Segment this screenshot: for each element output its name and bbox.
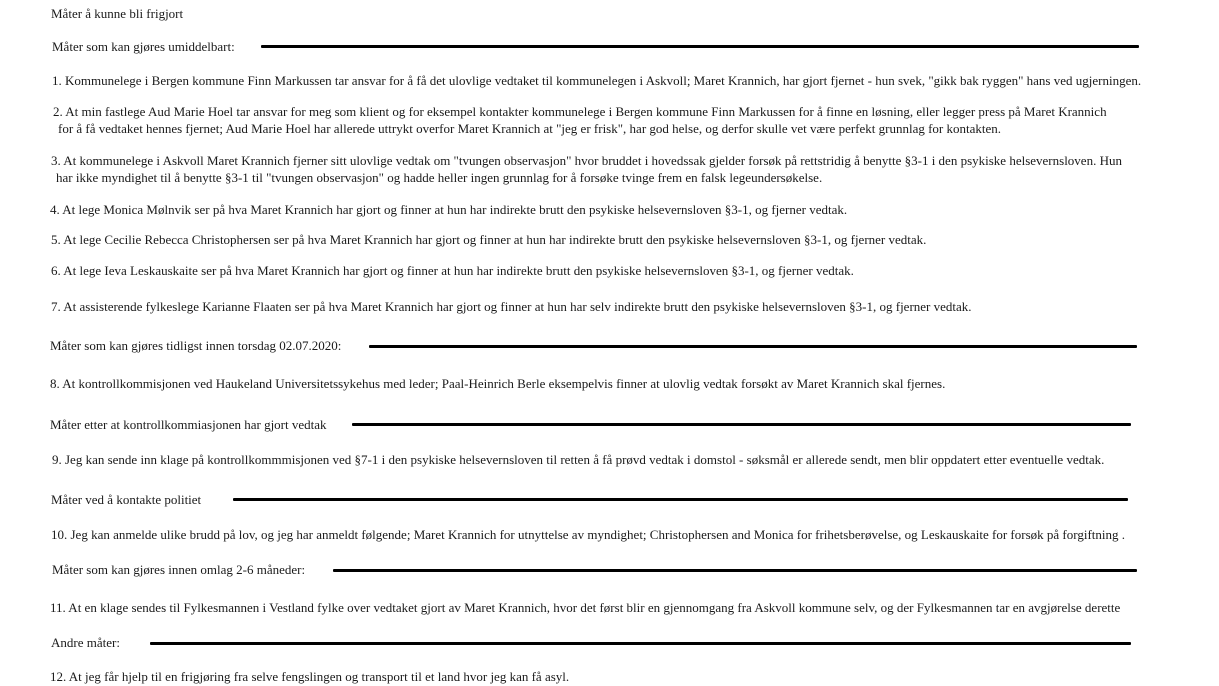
list-item-5: 5. At lege Cecilie Rebecca Christophersen ser på hva Maret Krannich har gjort og finner at hun har indirekte brutt den psykiske helsevernsloven §3-1, og fjerner vedtak. [51, 232, 927, 247]
list-item-2-line-2: for å få vedtaket hennes fjernet; Aud Marie Hoel har allerede uttrykt overfor Maret Krannich at "jeg er frisk", har god helse, og derfor skulle vet være perfekt grunnlag for kontakten. [58, 121, 1002, 136]
list-item-10: 10. Jeg kan anmelde ulike brudd på lov, og jeg har anmeldt følgende; Maret Krannich for utnyttelse av myndighet; Christophersen and Monica for frihetsberøvelse, og Leskauskaite for forsøk på forgiftning . [51, 527, 1126, 542]
section-heading-after-commission: Måter etter at kontrollkommiasjonen har gjort vedtak [50, 417, 327, 432]
section-divider [261, 45, 1139, 48]
list-item-3 [51, 152, 1122, 186]
section-heading-by-thursday: Måter som kan gjøres tidligst innen torsdag 02.07.2020: [50, 338, 342, 353]
list-item-2-line-1: 2. At min fastlege Aud Marie Hoel tar ansvar for meg som klient og for eksempel kontakter kommunelege i Bergen kommune Finn Markussen for å finne en løsning, eller legger press på Maret Krannich [53, 104, 1107, 119]
list-item-3-line-2: har ikke myndighet til å benytte §3-1 til "tvungen observasjon" og hadde heller ingen grunnlag for å forsøke tvinge frem en falsk legeundersøkelse. [56, 170, 823, 185]
section-heading-2-6-months: Måter som kan gjøres innen omlag 2-6 måneder: [52, 562, 306, 577]
list-item-12: 12. At jeg får hjelp til en frigjøring fra selve fengslingen og transport til et land hvor jeg kan få asyl. [50, 669, 570, 684]
list-item-11: 11. At en klage sendes til Fylkesmannen i Vestland fylke over vedtaket gjort av Maret Krannich, hvor det først blir en gjennomgang fra Askvoll kommune selv, og der Fylkesmannen tar en avgjørelse derette [50, 600, 1121, 615]
section-divider [233, 498, 1128, 501]
section-divider [352, 423, 1131, 426]
list-item-9: 9. Jeg kan sende inn klage på kontrollkommmisjonen ved §7-1 i den psykiske helsevernsloven til retten å få prøvd vedtak i domstol - søksmål er allerede sendt, men blir oppdatert etter eventuelle vedtak. [52, 452, 1105, 467]
list-item-4: 4. At lege Monica Mølnvik ser på hva Maret Krannich har gjort og finner at hun har indirekte brutt den psykiske helsevernsloven §3-1, og fjerner vedtak. [50, 202, 848, 217]
section-divider [369, 345, 1137, 348]
list-item-1: 1. Kommunelege i Bergen kommune Finn Markussen tar ansvar for å få det ulovlige vedtaket til kommunelegen i Askvoll; Maret Krannich, har gjort fjernet - hun svek, "gikk bak ryggen" hans ved ugjerningen. [52, 73, 1142, 88]
list-item-6: 6. At lege Ieva Leskauskaite ser på hva Maret Krannich har gjort og finner at hun har indirekte brutt den psykiske helsevernsloven §3-1, og fjerner vedtak. [51, 263, 854, 278]
section-heading-other: Andre måter: [51, 635, 120, 650]
list-item-3-line-1: 3. At kommunelege i Askvoll Maret Krannich fjerner sitt ulovlige vedtak om "tvungen observasjon" hvor bruddet i hovedssak gjelder forsøk på rettstridig å benytte §3-1 i den psykiske helsevernsloven. Hun [51, 153, 1122, 168]
section-heading-immediate: Måter som kan gjøres umiddelbart: [52, 39, 235, 54]
list-item-7: 7. At assisterende fylkeslege Karianne Flaaten ser på hva Maret Krannich har gjort og finner at hun har selv indirekte brutt den psykiske helsevernsloven §3-1, og fjerner vedtak. [51, 299, 972, 314]
section-divider [150, 642, 1131, 645]
document-title: Måter å kunne bli frigjort [51, 6, 184, 21]
list-item-8: 8. At kontrollkommisjonen ved Haukeland Universitetssykehus med leder; Paal-Heinrich Berle eksempelvis finner at ulovlig vedtak forsøkt av Maret Krannich skal fjernes. [50, 376, 946, 391]
section-divider [333, 569, 1137, 572]
section-heading-police: Måter ved å kontakte politiet [51, 492, 202, 507]
list-item-2 [53, 103, 1107, 137]
